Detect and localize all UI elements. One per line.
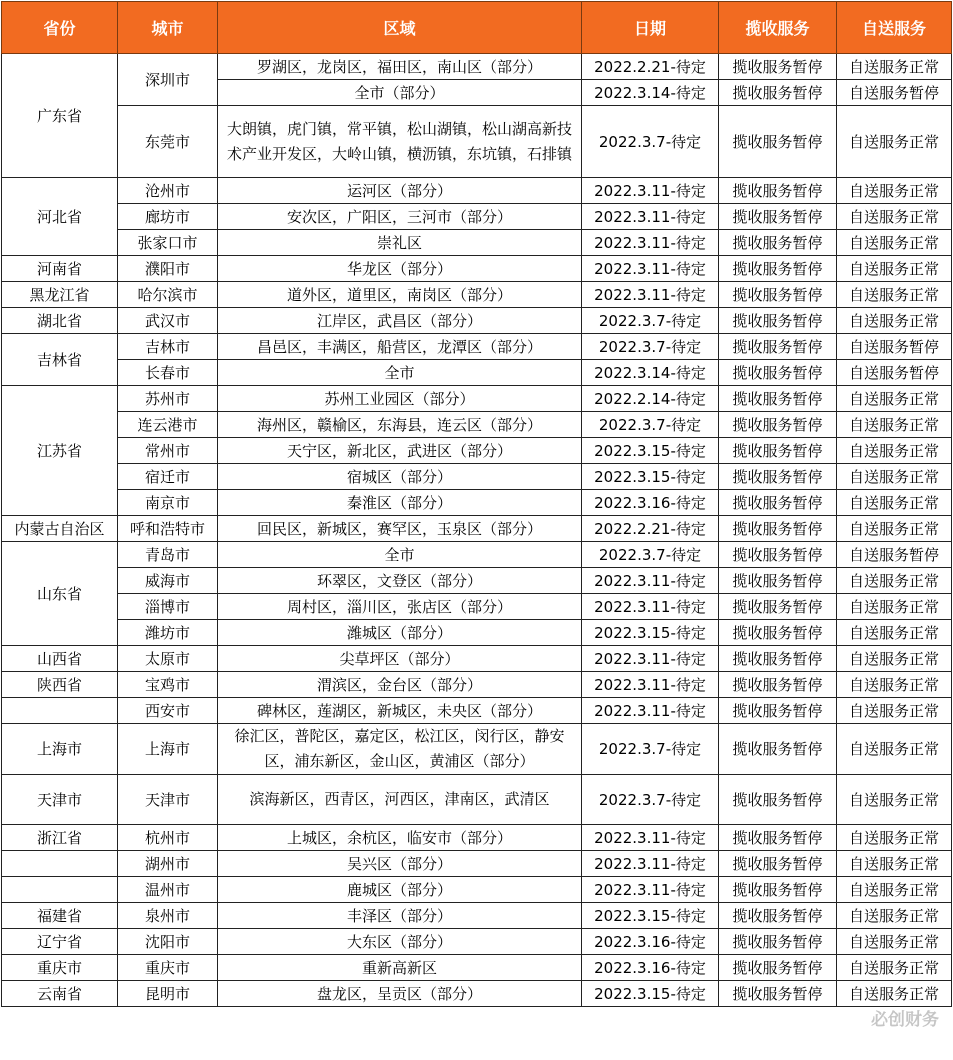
self-delivery-status-cell: 自送服务正常 — [837, 308, 952, 334]
table-row — [2, 490, 952, 516]
pickup-status-cell: 揽收服务暂停 — [719, 256, 837, 282]
region-cell: 滨海新区，西青区，河西区，津南区，武清区 — [218, 775, 582, 825]
table-row — [2, 568, 952, 594]
province-cell: 山西省 — [2, 646, 118, 672]
city-cell: 南京市 — [118, 490, 218, 516]
date-cell: 2022.3.16-待定 — [582, 490, 719, 516]
pickup-status-cell: 揽收服务暂停 — [719, 698, 837, 724]
city-cell: 温州市 — [118, 877, 218, 903]
region-cell: 徐汇区，普陀区，嘉定区，松江区，闵行区，静安区，浦东新区，金山区，黄浦区（部分） — [218, 724, 582, 775]
pickup-status-cell: 揽收服务暂停 — [719, 438, 837, 464]
pickup-status-cell: 揽收服务暂停 — [719, 620, 837, 646]
self-delivery-status-cell: 自送服务正常 — [837, 775, 952, 825]
pickup-status-cell: 揽收服务暂停 — [719, 204, 837, 230]
header-date: 日期 — [582, 2, 719, 54]
city-cell: 长春市 — [118, 360, 218, 386]
pickup-status-cell: 揽收服务暂停 — [719, 230, 837, 256]
province-cell — [2, 851, 118, 877]
region-cell: 大东区（部分） — [218, 929, 582, 955]
table-row — [2, 851, 952, 877]
self-delivery-status-cell: 自送服务正常 — [837, 204, 952, 230]
pickup-status-cell: 揽收服务暂停 — [719, 106, 837, 178]
region-cell: 上城区，余杭区，临安市（部分） — [218, 825, 582, 851]
self-delivery-status-cell: 自送服务暂停 — [837, 80, 952, 106]
table-row — [2, 464, 952, 490]
self-delivery-status-cell: 自送服务正常 — [837, 490, 952, 516]
table-row — [2, 903, 952, 929]
pickup-status-cell: 揽收服务暂停 — [719, 282, 837, 308]
pickup-status-cell: 揽收服务暂停 — [719, 775, 837, 825]
table-row — [2, 542, 952, 568]
self-delivery-status-cell: 自送服务正常 — [837, 282, 952, 308]
self-delivery-status-cell: 自送服务正常 — [837, 256, 952, 282]
self-delivery-status-cell: 自送服务正常 — [837, 851, 952, 877]
city-cell: 宝鸡市 — [118, 672, 218, 698]
city-cell: 天津市 — [118, 775, 218, 825]
city-cell: 常州市 — [118, 438, 218, 464]
date-cell: 2022.3.7-待定 — [582, 412, 719, 438]
province-cell: 陕西省 — [2, 672, 118, 698]
region-cell: 罗湖区，龙岗区，福田区，南山区（部分） — [218, 54, 582, 80]
region-cell: 天宁区，新北区，武进区（部分） — [218, 438, 582, 464]
region-cell: 回民区，新城区，赛罕区，玉泉区（部分） — [218, 516, 582, 542]
province-cell: 山东省 — [2, 542, 118, 646]
pickup-status-cell: 揽收服务暂停 — [719, 334, 837, 360]
date-cell: 2022.3.15-待定 — [582, 464, 719, 490]
province-cell: 河北省 — [2, 178, 118, 256]
table-row — [2, 308, 952, 334]
province-cell: 江苏省 — [2, 386, 118, 516]
table-row — [2, 106, 952, 178]
self-delivery-status-cell: 自送服务正常 — [837, 825, 952, 851]
table-row — [2, 672, 952, 698]
city-cell: 西安市 — [118, 698, 218, 724]
pickup-status-cell: 揽收服务暂停 — [719, 308, 837, 334]
province-cell: 浙江省 — [2, 825, 118, 851]
region-cell: 全市 — [218, 542, 582, 568]
province-cell: 辽宁省 — [2, 929, 118, 955]
region-cell: 吴兴区（部分） — [218, 851, 582, 877]
city-cell: 张家口市 — [118, 230, 218, 256]
header-region: 区域 — [218, 2, 582, 54]
city-cell: 深圳市 — [118, 54, 218, 106]
table-row — [2, 256, 952, 282]
city-cell: 宿迁市 — [118, 464, 218, 490]
self-delivery-status-cell: 自送服务正常 — [837, 54, 952, 80]
self-delivery-status-cell: 自送服务正常 — [837, 672, 952, 698]
self-delivery-status-cell: 自送服务暂停 — [837, 542, 952, 568]
self-delivery-status-cell: 自送服务正常 — [837, 594, 952, 620]
pickup-status-cell: 揽收服务暂停 — [719, 903, 837, 929]
pickup-status-cell: 揽收服务暂停 — [719, 825, 837, 851]
table-row — [2, 204, 952, 230]
city-cell: 昆明市 — [118, 981, 218, 1007]
header-self-delivery-service: 自送服务 — [837, 2, 952, 54]
region-cell: 海州区，赣榆区，东海县，连云区（部分） — [218, 412, 582, 438]
table-header — [2, 2, 952, 54]
city-cell: 青岛市 — [118, 542, 218, 568]
date-cell: 2022.2.21-待定 — [582, 516, 719, 542]
pickup-status-cell: 揽收服务暂停 — [719, 464, 837, 490]
region-cell: 华龙区（部分） — [218, 256, 582, 282]
table-row — [2, 282, 952, 308]
region-cell: 潍城区（部分） — [218, 620, 582, 646]
table-row — [2, 877, 952, 903]
region-cell: 昌邑区，丰满区，船营区，龙潭区（部分） — [218, 334, 582, 360]
self-delivery-status-cell: 自送服务正常 — [837, 106, 952, 178]
table-row — [2, 646, 952, 672]
date-cell: 2022.3.11-待定 — [582, 698, 719, 724]
city-cell: 哈尔滨市 — [118, 282, 218, 308]
city-cell: 吉林市 — [118, 334, 218, 360]
province-cell: 重庆市 — [2, 955, 118, 981]
date-cell: 2022.2.14-待定 — [582, 386, 719, 412]
table-row — [2, 724, 952, 775]
self-delivery-status-cell: 自送服务正常 — [837, 568, 952, 594]
region-cell: 宿城区（部分） — [218, 464, 582, 490]
city-cell: 杭州市 — [118, 825, 218, 851]
region-cell: 秦淮区（部分） — [218, 490, 582, 516]
pickup-status-cell: 揽收服务暂停 — [719, 360, 837, 386]
table-row — [2, 412, 952, 438]
header-city: 城市 — [118, 2, 218, 54]
pickup-status-cell: 揽收服务暂停 — [719, 851, 837, 877]
self-delivery-status-cell: 自送服务正常 — [837, 698, 952, 724]
region-cell: 周村区，淄川区，张店区（部分） — [218, 594, 582, 620]
table-row — [2, 825, 952, 851]
header-pickup-service: 揽收服务 — [719, 2, 837, 54]
city-cell: 上海市 — [118, 724, 218, 775]
city-cell: 沧州市 — [118, 178, 218, 204]
date-cell: 2022.3.11-待定 — [582, 672, 719, 698]
self-delivery-status-cell: 自送服务正常 — [837, 620, 952, 646]
table-row — [2, 360, 952, 386]
self-delivery-status-cell: 自送服务正常 — [837, 981, 952, 1007]
table-row — [2, 438, 952, 464]
date-cell: 2022.3.15-待定 — [582, 438, 719, 464]
date-cell: 2022.3.16-待定 — [582, 955, 719, 981]
self-delivery-status-cell: 自送服务正常 — [837, 464, 952, 490]
pickup-status-cell: 揽收服务暂停 — [719, 386, 837, 412]
city-cell: 武汉市 — [118, 308, 218, 334]
region-cell: 碑林区，莲湖区，新城区，未央区（部分） — [218, 698, 582, 724]
pickup-status-cell: 揽收服务暂停 — [719, 80, 837, 106]
self-delivery-status-cell: 自送服务暂停 — [837, 360, 952, 386]
city-cell: 重庆市 — [118, 955, 218, 981]
region-cell: 环翠区，文登区（部分） — [218, 568, 582, 594]
city-cell: 沈阳市 — [118, 929, 218, 955]
region-cell: 大朗镇，虎门镇，常平镇，松山湖镇，松山湖高新技术产业开发区，大岭山镇，横沥镇，东坑镇，石排镇 — [218, 106, 582, 178]
province-cell: 河南省 — [2, 256, 118, 282]
pickup-status-cell: 揽收服务暂停 — [719, 490, 837, 516]
pickup-status-cell: 揽收服务暂停 — [719, 646, 837, 672]
region-cell: 道外区，道里区，南岗区（部分） — [218, 282, 582, 308]
self-delivery-status-cell: 自送服务正常 — [837, 438, 952, 464]
date-cell: 2022.3.11-待定 — [582, 594, 719, 620]
date-cell: 2022.3.11-待定 — [582, 825, 719, 851]
region-cell: 崇礼区 — [218, 230, 582, 256]
date-cell: 2022.3.7-待定 — [582, 334, 719, 360]
table-row — [2, 698, 952, 724]
header-row — [2, 2, 952, 54]
date-cell: 2022.3.11-待定 — [582, 282, 719, 308]
date-cell: 2022.3.11-待定 — [582, 178, 719, 204]
date-cell: 2022.3.7-待定 — [582, 724, 719, 775]
city-cell: 廊坊市 — [118, 204, 218, 230]
city-cell: 淄博市 — [118, 594, 218, 620]
province-cell — [2, 698, 118, 724]
self-delivery-status-cell: 自送服务正常 — [837, 724, 952, 775]
table-row — [2, 594, 952, 620]
city-cell: 湖州市 — [118, 851, 218, 877]
province-cell: 湖北省 — [2, 308, 118, 334]
city-cell: 东莞市 — [118, 106, 218, 178]
pickup-status-cell: 揽收服务暂停 — [719, 955, 837, 981]
province-cell: 福建省 — [2, 903, 118, 929]
date-cell: 2022.3.11-待定 — [582, 646, 719, 672]
region-cell: 渭滨区，金台区（部分） — [218, 672, 582, 698]
date-cell: 2022.3.14-待定 — [582, 360, 719, 386]
province-cell: 黑龙江省 — [2, 282, 118, 308]
city-cell: 太原市 — [118, 646, 218, 672]
table-row — [2, 955, 952, 981]
self-delivery-status-cell: 自送服务正常 — [837, 386, 952, 412]
city-cell: 濮阳市 — [118, 256, 218, 282]
table-row — [2, 54, 952, 80]
city-cell: 泉州市 — [118, 903, 218, 929]
pickup-status-cell: 揽收服务暂停 — [719, 672, 837, 698]
province-cell: 内蒙古自治区 — [2, 516, 118, 542]
region-cell: 全市 — [218, 360, 582, 386]
pickup-status-cell: 揽收服务暂停 — [719, 412, 837, 438]
region-cell: 全市（部分） — [218, 80, 582, 106]
date-cell: 2022.3.11-待定 — [582, 851, 719, 877]
self-delivery-status-cell: 自送服务正常 — [837, 230, 952, 256]
region-cell: 尖草坪区（部分） — [218, 646, 582, 672]
table-row — [2, 929, 952, 955]
pickup-status-cell: 揽收服务暂停 — [719, 568, 837, 594]
table-row — [2, 620, 952, 646]
watermark: 必创财务 — [871, 1010, 939, 1030]
self-delivery-status-cell: 自送服务正常 — [837, 955, 952, 981]
pickup-status-cell: 揽收服务暂停 — [719, 929, 837, 955]
date-cell: 2022.3.11-待定 — [582, 256, 719, 282]
self-delivery-status-cell: 自送服务正常 — [837, 178, 952, 204]
header-province: 省份 — [2, 2, 118, 54]
region-cell: 盘龙区，呈贡区（部分） — [218, 981, 582, 1007]
region-cell: 重新高新区 — [218, 955, 582, 981]
date-cell: 2022.2.21-待定 — [582, 54, 719, 80]
pickup-status-cell: 揽收服务暂停 — [719, 724, 837, 775]
date-cell: 2022.3.7-待定 — [582, 308, 719, 334]
self-delivery-status-cell: 自送服务正常 — [837, 877, 952, 903]
table-row — [2, 981, 952, 1007]
province-cell: 天津市 — [2, 775, 118, 825]
region-cell: 苏州工业园区（部分） — [218, 386, 582, 412]
date-cell: 2022.3.7-待定 — [582, 542, 719, 568]
date-cell: 2022.3.7-待定 — [582, 106, 719, 178]
table-body — [2, 54, 952, 1007]
city-cell: 呼和浩特市 — [118, 516, 218, 542]
province-cell: 云南省 — [2, 981, 118, 1007]
table-row — [2, 334, 952, 360]
service-status-table — [1, 1, 952, 1007]
date-cell: 2022.3.15-待定 — [582, 903, 719, 929]
table-row — [2, 775, 952, 825]
date-cell: 2022.3.11-待定 — [582, 568, 719, 594]
self-delivery-status-cell: 自送服务正常 — [837, 903, 952, 929]
region-cell: 鹿城区（部分） — [218, 877, 582, 903]
table-row — [2, 230, 952, 256]
city-cell: 苏州市 — [118, 386, 218, 412]
self-delivery-status-cell: 自送服务暂停 — [837, 334, 952, 360]
province-cell: 广东省 — [2, 54, 118, 178]
province-cell: 吉林省 — [2, 334, 118, 386]
pickup-status-cell: 揽收服务暂停 — [719, 54, 837, 80]
pickup-status-cell: 揽收服务暂停 — [719, 516, 837, 542]
pickup-status-cell: 揽收服务暂停 — [719, 542, 837, 568]
pickup-status-cell: 揽收服务暂停 — [719, 178, 837, 204]
city-cell: 潍坊市 — [118, 620, 218, 646]
date-cell: 2022.3.7-待定 — [582, 775, 719, 825]
region-cell: 安次区，广阳区，三河市（部分） — [218, 204, 582, 230]
pickup-status-cell: 揽收服务暂停 — [719, 981, 837, 1007]
self-delivery-status-cell: 自送服务正常 — [837, 412, 952, 438]
table-row — [2, 516, 952, 542]
city-cell: 连云港市 — [118, 412, 218, 438]
self-delivery-status-cell: 自送服务正常 — [837, 929, 952, 955]
date-cell: 2022.3.11-待定 — [582, 877, 719, 903]
city-cell: 威海市 — [118, 568, 218, 594]
region-cell: 运河区（部分） — [218, 178, 582, 204]
table-row — [2, 178, 952, 204]
date-cell: 2022.3.14-待定 — [582, 80, 719, 106]
date-cell: 2022.3.15-待定 — [582, 620, 719, 646]
date-cell: 2022.3.16-待定 — [582, 929, 719, 955]
date-cell: 2022.3.11-待定 — [582, 204, 719, 230]
region-cell: 丰泽区（部分） — [218, 903, 582, 929]
table-row — [2, 386, 952, 412]
province-cell: 上海市 — [2, 724, 118, 775]
pickup-status-cell: 揽收服务暂停 — [719, 877, 837, 903]
province-cell — [2, 877, 118, 903]
region-cell: 江岸区，武昌区（部分） — [218, 308, 582, 334]
self-delivery-status-cell: 自送服务正常 — [837, 646, 952, 672]
pickup-status-cell: 揽收服务暂停 — [719, 594, 837, 620]
date-cell: 2022.3.15-待定 — [582, 981, 719, 1007]
self-delivery-status-cell: 自送服务正常 — [837, 516, 952, 542]
date-cell: 2022.3.11-待定 — [582, 230, 719, 256]
